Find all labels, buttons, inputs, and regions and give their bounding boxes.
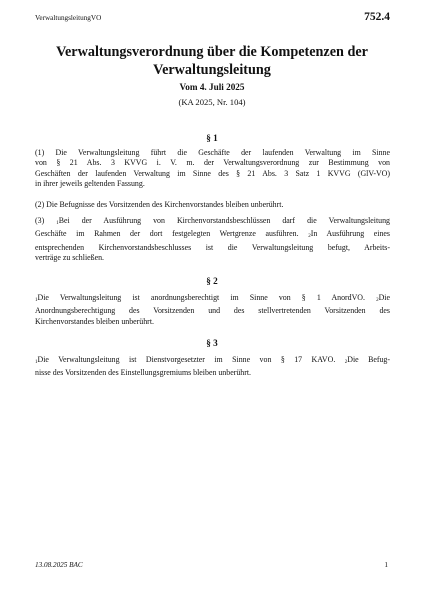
document-title <box>0 44 424 79</box>
section-3-paragraph-1 <box>35 355 390 379</box>
document-number: 752.4 <box>364 11 390 23</box>
section-1-paragraph-2 <box>35 200 390 210</box>
section-2-paragraph-1 <box>35 293 390 327</box>
title-line-1: Verwaltungsverordnung über die Kompetenzen der <box>56 44 368 60</box>
text-line: 1Die Verwaltungsleitung ist Dienstvorgesetzter im Sinne von § 17 KAVO. 2Die Befug- <box>35 355 390 365</box>
text-line: Geschäfte im Rahmen der dort festgelegten Wertgrenze ausführen. 2In Ausführung eines <box>35 229 390 240</box>
section-heading-2: § 2 <box>206 276 218 286</box>
text-line: (3) 1Bei der Ausführung von Kirchenvorstandsbeschlüssen darf die Verwaltungsleitung <box>35 216 390 226</box>
text-line: verträge zu schließen. <box>35 252 105 262</box>
section-heading-1: § 1 <box>206 133 218 143</box>
text-line: von § 21 Abs. 3 KVVG i. V. m. der Verwaltungsverordnung zur Bestimmung von <box>35 158 390 168</box>
text-line: (1) Die Verwaltungsleitung führt die Geschäfte der laufenden Verwaltung im Sinne <box>35 148 390 157</box>
text-line: (2) Die Befugnisse des Vorsitzenden des Kirchenvorstandes bleiben unberührt. <box>35 200 284 209</box>
section-1-paragraph-3 <box>35 216 390 263</box>
publication-reference: (KA 2025, Nr. 104) <box>178 97 246 107</box>
text-line: Anordnungsberechtigung des Vorsitzenden und des stellvertretenden Vorsitzenden des <box>35 306 390 316</box>
title-line-2: Verwaltungsleitung <box>153 61 271 78</box>
text-line: entsprechenden Kirchenvorstandsbeschlusses ist die Verwaltungsleitung befugt, Arbeits- <box>35 242 390 252</box>
text-line: 1Die Verwaltungsleitung ist anordnungsberechtigt im Sinne von § 1 AnordVO. 2Die <box>35 293 390 303</box>
document-date: Vom 4. Juli 2025 <box>179 82 245 92</box>
section-heading-3: § 3 <box>206 338 218 348</box>
text-line: in ihrer jeweils geltenden Fassung. <box>35 178 145 188</box>
page-number: 1 <box>384 561 388 569</box>
section-1-paragraph-1 <box>35 148 390 189</box>
running-header-title: VerwaltungsleitungVO <box>35 14 102 22</box>
footer-date-code: 13.08.2025 BAC <box>35 561 83 569</box>
text-line: Kirchenvorstandes bleiben unberührt. <box>35 316 154 326</box>
text-line: nisse des Vorsitzenden des Einstellungsgremiums bleiben unberührt. <box>35 368 252 378</box>
text-line: Geschäften der laufenden Verwaltung im Sinne des § 21 Abs. 3 Satz 1 KVVG (GlV-VO) <box>35 168 390 178</box>
